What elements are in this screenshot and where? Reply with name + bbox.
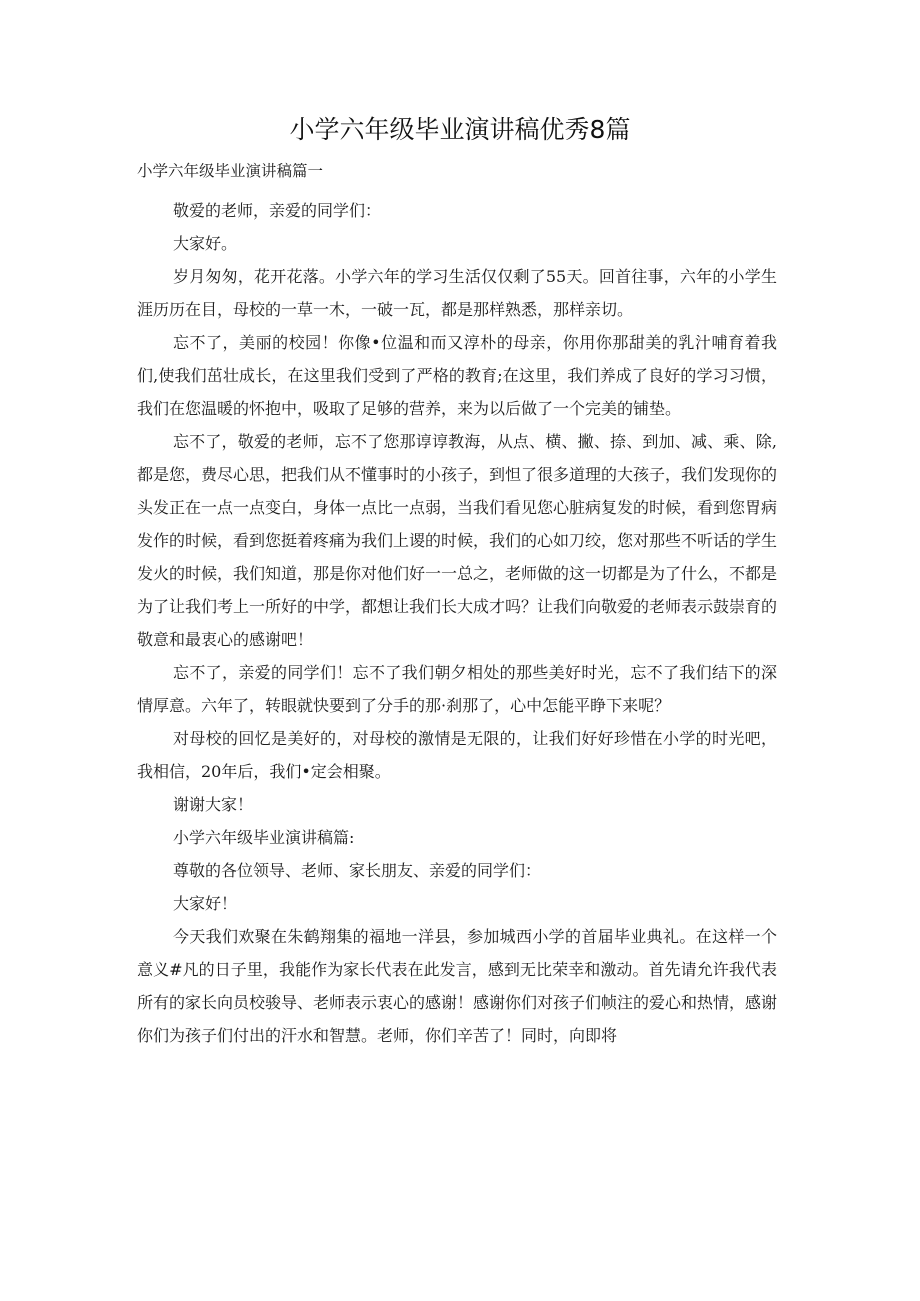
paragraph: 对母校的回忆是美好的，对母校的激情是无限的，让我们好好珍惜在小学的时光吧，我相信，20年后，我们•定会相聚。 [137, 729, 777, 781]
paragraph: 忘不了，亲爱的同学们！忘不了我们朝夕相处的那些美好时光，忘不了我们结下的深情厚意。六年了，转眼就快要到了分手的那·刹那了，心中怎能平睁下来呢？ [137, 663, 777, 715]
paragraph: 今天我们欢聚在朱鹤翔集的福地一洋县，参加城西小学的首届毕业典礼。在这样一个意义#凡的日子里，我能作为家长代表在此发言，感到无比荣幸和激动。首先请允许我代表所有的家长向员校骏导、老师表示衷心的感谢！感谢你们对孩子们帧注的爱心和热情，感谢你们为孩子们付出的汗水和智慧。老师，你们辛苦了！同时，向即将 [137, 927, 778, 1045]
salutation: 敬爱的老师，亲爱的同学们： [173, 201, 382, 220]
document-title: 小学六年级毕业演讲稿优秀8篇 [289, 115, 631, 144]
section-heading-2: 小学六年级毕业演讲稿篇: [173, 828, 355, 847]
paragraph: 忘不了，美丽的校园！你像•位温和而又淳朴的母亲，你用你那甜美的乳汁哺育着我们,使我们茁壮成长，在这里我们受到了严格的教育;在这里，我们养成了良好的学习习惯，我们在您温暖的怀抱中，吸取了足够的营养，来为以后做了一个完美的铺垫。 [137, 333, 777, 418]
salutation: 尊敬的各位领导、老师、家长朋友、亲爱的同学们： [173, 861, 542, 880]
greeting: 大家好！ [173, 894, 238, 913]
greeting: 大家好。 [173, 234, 238, 253]
document-body [137, 155, 777, 1052]
closing: 谢谢大家！ [173, 795, 254, 814]
section-heading-1: 小学六年级毕业演讲稿篇一 [137, 162, 324, 180]
paragraph: 忘不了，敬爱的老师，忘不了您那谆谆教海，从点、横、撇、捺、到加、减、乘、除,都是您，费尽心思，把我们从不懂事时的小孩子，到怛了很多道理的大孩子，我们发现你的头发正在一点一点变白，身体一点比一点弱，当我们看见您心脏病复发的时候，看到您胃病发作的时候，看到您挺着疼痛为我们上谡的时候，我们的心如刀绞，您对那些不听话的学生发火的时候，我们知道，那是你对他们好一一总之，老师做的这一切都是为了什么，不都是为了让我们考上一所好的中学，都想让我们长大成才吗？让我们向敬爱的老师表示鼓崇育的敬意和最衷心的感谢吧！ [137, 432, 778, 649]
paragraph: 岁月匆匆，花开花落。小学六年的学习生活仅仅剩了55天。回首往事，六年的小学生涯历历在目，母校的一草一木，一破一瓦，都是那样熟悉，那样亲切。 [137, 267, 777, 319]
